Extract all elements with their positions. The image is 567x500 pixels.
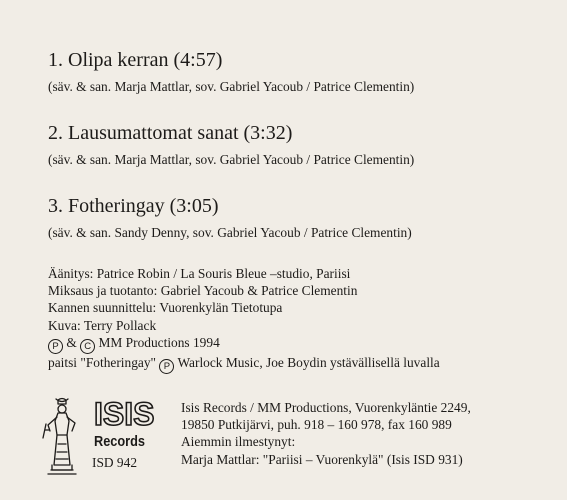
isis-logo-wordmark: ISIS	[94, 396, 155, 432]
track-2-title: 2. Lausumattomat sanat (3:32)	[48, 122, 293, 144]
contact-line-3: Aiemmin ilmestynyt:	[181, 434, 296, 450]
phonogram-icon: P	[48, 339, 63, 354]
cover-design-credit: Kannen suunnittelu: Vuorenkylän Tietotupa	[48, 300, 283, 316]
contact-line-4: Marja Mattlar: "Pariisi – Vuorenkylä" (Isis ISD 931)	[181, 451, 463, 467]
contact-line-2: 19850 Putkijärvi, puh. 918 – 160 978, fax 160 989	[181, 417, 452, 433]
track-1-credit: (säv. & san. Marja Mattlar, sov. Gabriel Yacoub / Patrice Clementin)	[48, 79, 415, 94]
track-2-credit: (säv. & san. Marja Mattlar, sov. Gabriel Yacoub / Patrice Clementin)	[48, 152, 415, 167]
copyright-icon: C	[80, 339, 95, 354]
recording-credit: Äänitys: Patrice Robin / La Souris Bleue –studio, Pariisi	[48, 266, 351, 281]
photo-credit: Kuva: Terry Pollack	[48, 317, 157, 333]
contact-line-1: Isis Records / MM Productions, Vuorenkyläntie 2249,	[181, 400, 471, 415]
exception-text: Warlock Music, Joe Boydin ystävällisellä luvalla	[177, 354, 440, 370]
exception-line	[48, 354, 440, 374]
copyright-amp: &	[66, 334, 77, 350]
phonogram-icon: P	[159, 359, 174, 374]
copyright-line	[48, 334, 440, 354]
catalog-number: ISD 942	[92, 455, 138, 470]
track-3-title: 3. Fotheringay (3:05)	[48, 195, 219, 217]
exception-prefix: paitsi "Fotheringay"	[48, 354, 157, 370]
label-contact	[181, 399, 471, 468]
records-logo-wordmark: Records	[94, 433, 146, 450]
copyright-text: MM Productions 1994	[98, 334, 220, 350]
track-1-title: 1. Olipa kerran (4:57)	[48, 49, 223, 71]
track-3-credit: (säv. & san. Sandy Denny, sov. Gabriel Yacoub / Patrice Clementin)	[48, 225, 412, 240]
mixing-credit: Miksaus ja tuotanto: Gabriel Yacoub & Patrice Clementin	[48, 283, 358, 299]
production-credits	[48, 265, 440, 374]
